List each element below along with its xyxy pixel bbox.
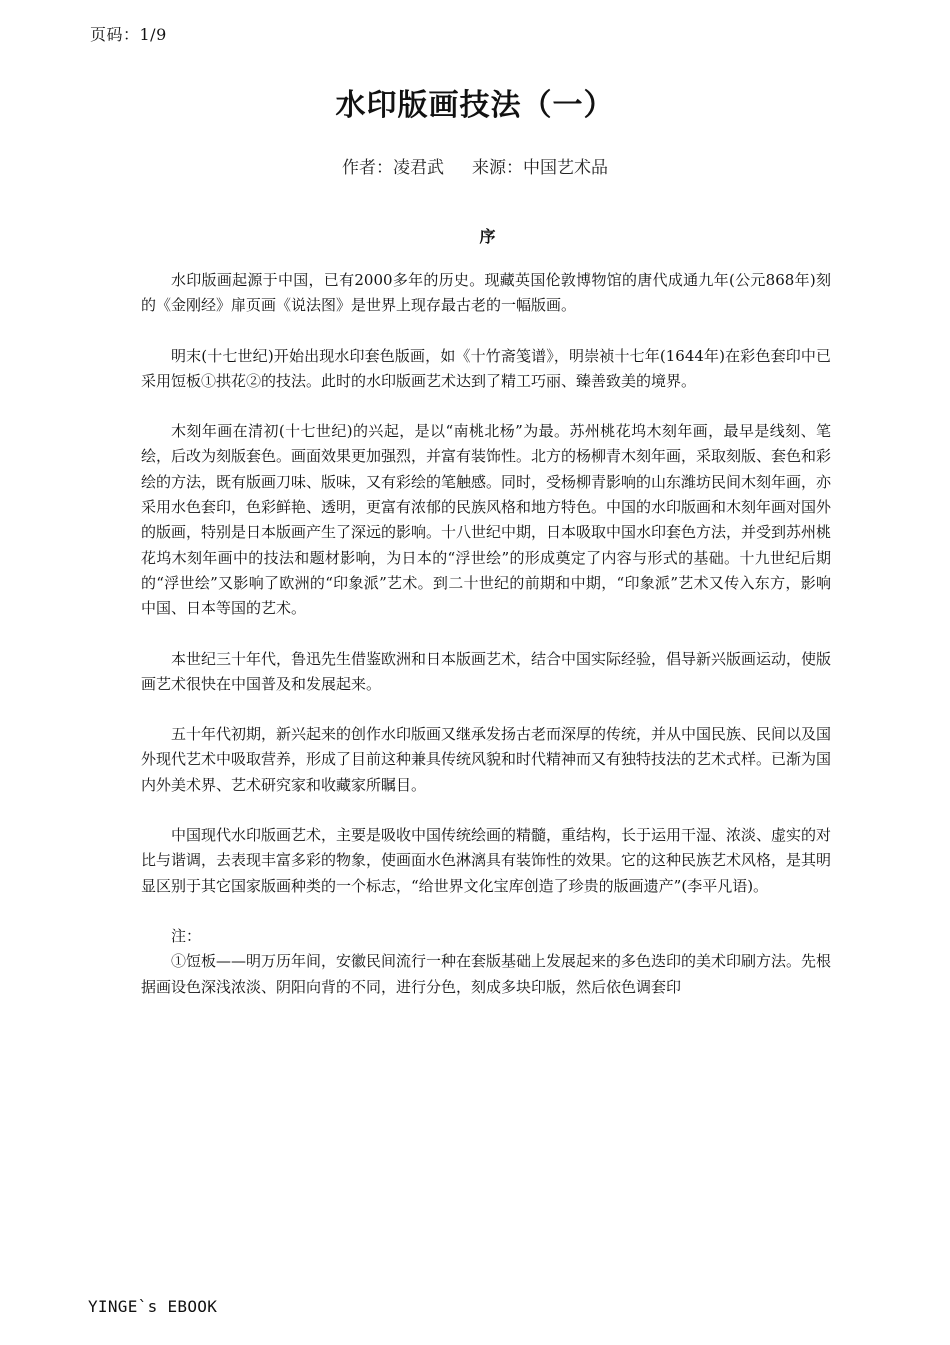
footer-label: YINGE`s EBOOK — [88, 1297, 218, 1316]
section-heading: 序 — [479, 227, 496, 246]
paragraph-ming-dynasty: 明末(十七世纪)开始出现水印套色版画，如《十竹斋笺谱》，明崇祯十七年(1644年)在彩色套印中已采用饾板①拱花②的技法。此时的水印版画艺术达到了精工巧丽、臻善致美的境界。 — [141, 346, 831, 390]
paragraph-fifties: 五十年代初期，新兴起来的创作水印版画又继承发扬古老而深厚的传统，并从中国民族、民间以及国外现代艺术中吸取营养，形成了目前这种兼具传统风貌和时代精神而又有独特技法的艺术式样。已渐为国内外美术界、艺术研究家和收藏家所瞩目。 — [141, 725, 832, 794]
page-number: 页码：1/9 — [90, 25, 167, 44]
notes-label: 注： — [171, 926, 202, 945]
byline — [0, 153, 950, 178]
paragraph-lu-xun: 本世纪三十年代，鲁迅先生借鉴欧洲和日本版画艺术，结合中国实际经验，倡导新兴版画运动，使版画艺术很快在中国普及和发展起来。 — [141, 649, 832, 693]
paragraph-woodcut-new-year: 木刻年画在清初(十七世纪)的兴起，是以“南桃北杨”为最。苏州桃花坞木刻年画，最早是线刻、笔绘，后改为刻版套色。画面效果更加强烈，并富有装饰性。北方的杨柳青木刻年画，采取刻版、套色和彩绘的方法，既有版画刀味、版味，又有彩绘的笔触感。同时，受杨柳青影响的山东潍坊民间木刻年画，亦采用水色套印，色彩鲜艳、透明，更富有浓郁的民族风格和地方特色。中国的水印版画和木刻年画对国外的版画，特别是日本版画产生了深远的影响。十八世纪中期，日本吸取中国水印套色方法，并受到苏州桃花坞木刻年画中的技法和题材影响，为日本的“浮世绘”的形成奠定了内容与形式的基础。十九世纪后期的“浮世绘”又影响了欧洲的“印象派”艺术。到二十世纪的前期和中期，“印象派”艺术又传入东方，影响中国、日本等国的艺术。 — [141, 422, 832, 618]
article-body — [141, 268, 831, 1000]
source-label: 来源：中国艺术品 — [472, 158, 608, 178]
note-item: ①饾板——明万历年间，安徽民间流行一种在套版基础上发展起来的多色迭印的美术印刷方法。先根据画设色深浅浓淡、阴阳向背的不同，进行分色，刻成多块印版，然后依色调套印 — [141, 952, 832, 996]
author-label: 作者：凌君武 — [342, 158, 444, 178]
paragraph-modern: 中国现代水印版画艺术，主要是吸收中国传统绘画的精髓，重结构，长于运用干湿、浓淡、虚实的对比与谐调，去表现丰富多彩的物象，使画面水色淋漓具有装饰性的效果。它的这种民族艺术风格，是其明显区别于其它国家版画种类的一个标志，“给世界文化宝库创造了珍贵的版画遗产”(李平凡语)。 — [141, 826, 832, 895]
paragraph-origin: 水印版画起源于中国，已有2000多年的历史。现藏英国伦敦博物馆的唐代成通九年(公元868年)刻的《金刚经》扉页画《说法图》是世界上现存最古老的一幅版画。 — [141, 271, 831, 315]
article-title: 水印版画技法（一） — [335, 88, 615, 123]
